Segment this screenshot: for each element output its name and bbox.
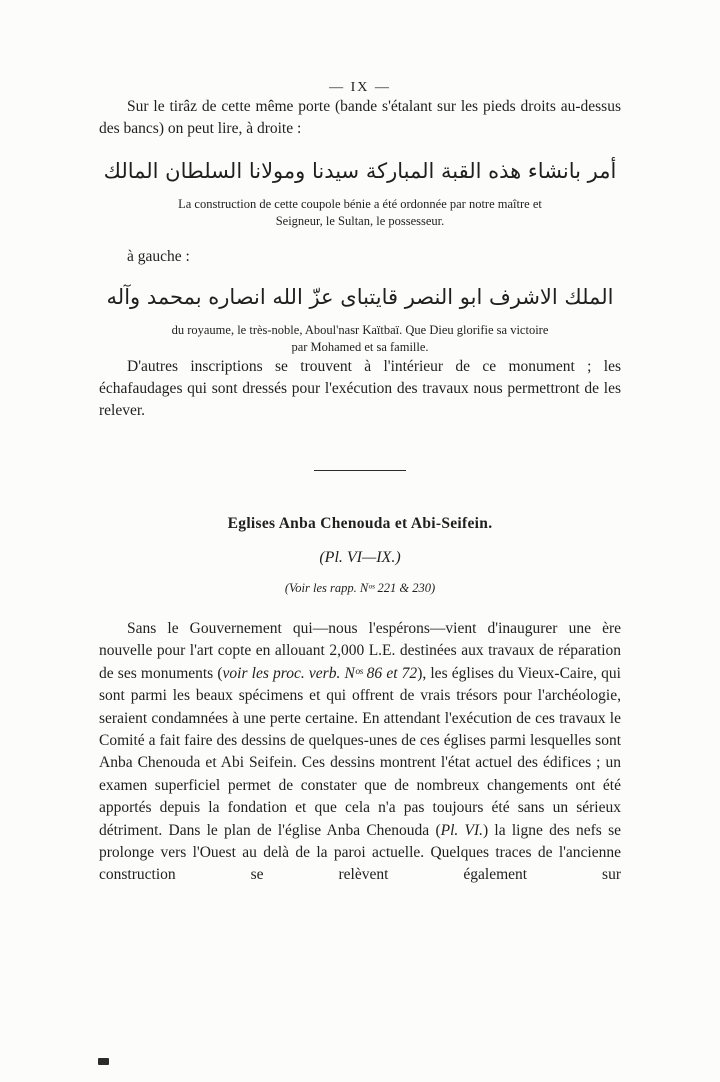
section-body-paragraph: Sans le Gouvernement qui—nous l'espérons—vient d'inaugurer une ère nouvelle pour l'art copte en allouant 2,000 L.E. destinées aux travaux de réparation de ses monuments (voir les proc. verb. Nᵒˢ 86 et 72), les églises du Vieux-Caire, qui sont parmi les beaux spécimens et qui offrent de vrais trésors pour l'archéologie, seraient condamnées à une perte certaine. En attendant l'exécution de ces travaux le Comité a fait faire des dessins de quelques-unes de ces églises parmi lesquelles sont Anba Chenouda et Abi Seifein. Ces dessins montrent l'état actuel des édifices ; un examen superficiel permet de constater que de nombreux changements ont été apportés depuis la fondation et que cela n'a pas toujours été sans un sérieux détriment. Dans le plan de l'église Anba Chenouda (Pl. VI.) la ligne des nefs se prolonge vers l'Ouest au delà de la paroi actuelle. Quelques traces de l'ancienne construction se relèvent également sur bbox=[99, 620, 621, 884]
section-title: Eglises Anba Chenouda et Abi-Seifein. bbox=[227, 515, 493, 532]
paragraph-interior-inscriptions: D'autres inscriptions se trouvent à l'intérieur de ce monument ; les échafaudages qui sont dressés pour l'exécution des travaux nous permettront de les relever. bbox=[99, 358, 621, 419]
arabic-inscription-left: الملك الاشرف ابو النصر قايتباى عزّ الله انصاره بمحمد وآله bbox=[106, 285, 614, 309]
section-plates-reference: (Pl. VI—IX.) bbox=[319, 549, 401, 566]
a-gauche-label: à gauche : bbox=[127, 248, 190, 265]
scan-artifact-mark bbox=[98, 1058, 109, 1065]
translation-caption-2-line-1: du royaume, le très-noble, Aboul'nasr Kaïtbaï. Que Dieu glorifie sa victoire bbox=[171, 323, 549, 337]
translation-caption-1-line-2: Seigneur, le Sultan, le possesseur. bbox=[275, 214, 445, 228]
paragraph-tiraz: Sur le tirâz de cette même porte (bande s'étalant sur les pieds droits au-dessus des bancs) on peut lire, à droite : bbox=[99, 98, 621, 137]
translation-caption-1 bbox=[99, 196, 621, 230]
text-column bbox=[99, 0, 621, 902]
section-report-reference: (Voir les rapp. Nᵒˢ 221 & 230) bbox=[284, 581, 436, 595]
section-divider-rule bbox=[314, 470, 406, 471]
translation-caption-2-line-2: par Mohamed et sa famille. bbox=[291, 340, 429, 354]
page-number: — IX — bbox=[329, 80, 391, 95]
arabic-inscription-right: أمر بانشاء هذه القبة المباركة سيدنا ومولانا السلطان المالك bbox=[103, 159, 617, 183]
translation-caption-1-line-1: La construction de cette coupole bénie a été ordonnée par notre maître et bbox=[178, 197, 542, 211]
translation-caption-2 bbox=[99, 322, 621, 356]
